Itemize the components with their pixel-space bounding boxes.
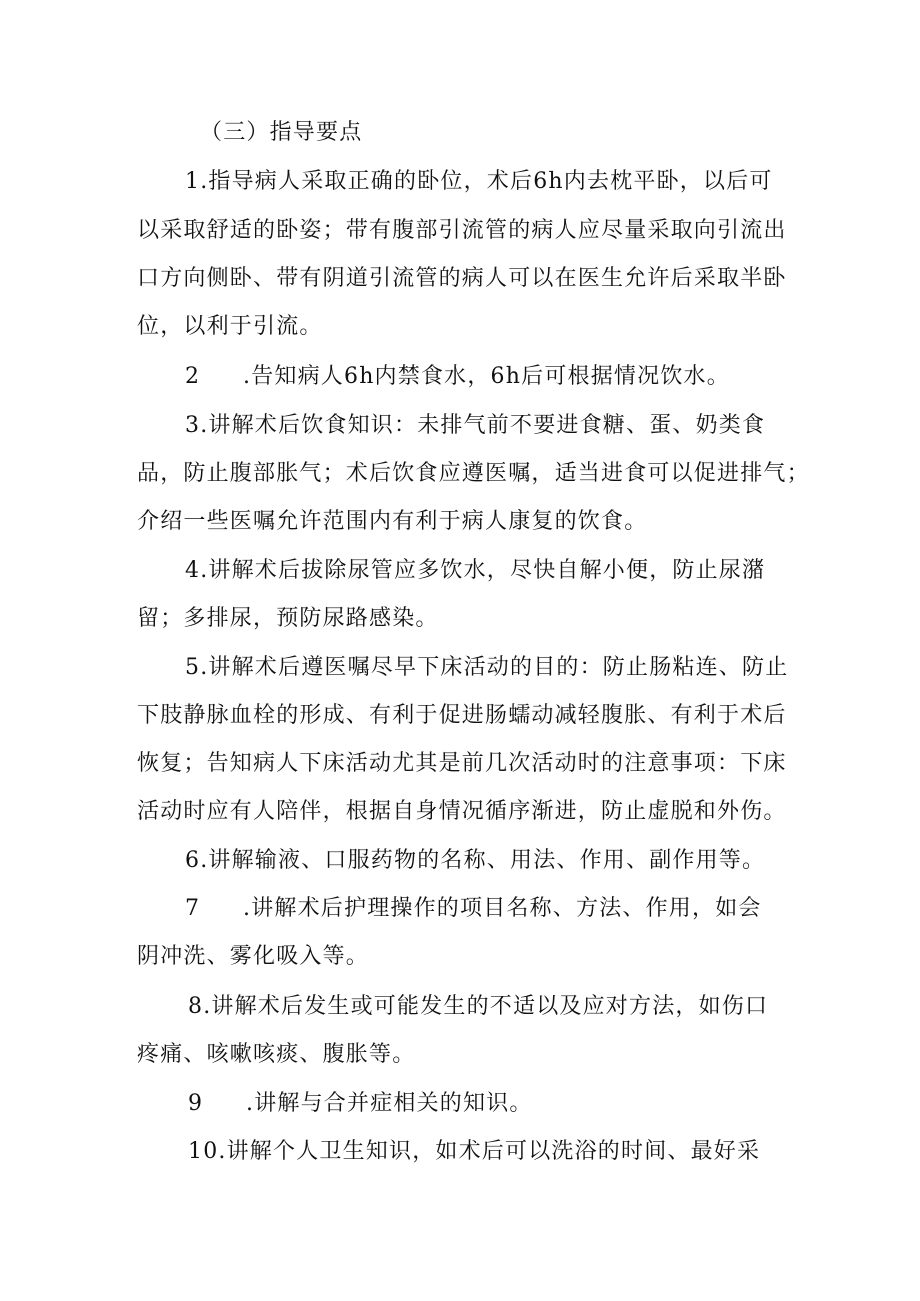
item-text: .讲解术后遵医嘱尽早下床活动的目的：防止肠粘连、防止 [200, 655, 789, 680]
item-number: 7 [185, 896, 201, 921]
item-number: 8 [188, 994, 204, 1019]
list-item-10-first-line [188, 1137, 760, 1167]
list-item-7-first-line [185, 894, 762, 924]
section-heading: （三）指导要点 [200, 120, 363, 145]
item-text: .指导病人采取正确的卧位，术后6h内去枕平卧，以后可 [200, 169, 773, 194]
list-item-2-first-line [185, 362, 730, 392]
list-item-4-first-line [185, 556, 765, 586]
item-text: .讲解术后拔除尿管应多饮水，尽快自解小便，防止尿潴 [200, 558, 766, 583]
item-number: 6 [185, 848, 201, 873]
list-item-4-line: 留；多排尿，预防尿路感染。 [137, 606, 439, 631]
item-number: 5 [185, 655, 201, 680]
list-item-3-line: 品，防止腹部胀气；术后饮食应遵医嘱，适当进食可以促进排气； [137, 461, 810, 486]
list-item-8-first-line [188, 992, 768, 1022]
item-text: .讲解术后饮食知识：未排气前不要进食糖、蛋、奶类食 [200, 413, 766, 438]
item-text: .讲解术后发生或可能发生的不适以及应对方法，如伤口 [203, 994, 769, 1019]
list-item-6-first-line [185, 846, 765, 876]
list-item-1-line: 口方向侧卧、带有阴道引流管的病人可以在医生允许后采取半卧 [137, 266, 787, 291]
item-number: 9 [188, 1091, 204, 1116]
item-text: .告知病人6h内禁食水，6h后可根据情况饮水。 [243, 364, 730, 389]
list-item-8-line: 疼痛、咳嗽咳痰、腹胀等。 [137, 1042, 416, 1067]
item-number: 2 [185, 364, 201, 389]
list-item-5-line: 活动时应有人陪伴，根据自身情况循序渐进，防止虚脱和外伤。 [137, 799, 787, 824]
item-number: 10 [188, 1139, 219, 1164]
item-text: .讲解与合并症相关的知识。 [246, 1091, 533, 1116]
item-text: .讲解术后护理操作的项目名称、方法、作用，如会 [243, 896, 762, 921]
list-item-1-line: 位，以利于引流。 [137, 314, 323, 339]
list-item-5-line: 恢复；告知病人下床活动尤其是前几次活动时的注意事项：下床 [137, 751, 787, 776]
list-item-9-first-line [188, 1089, 533, 1119]
item-number: 3 [185, 413, 201, 438]
item-number: 1 [185, 169, 201, 194]
list-item-7-line: 阴冲洗、雾化吸入等。 [137, 944, 370, 969]
item-number: 4 [185, 558, 201, 583]
list-item-3-first-line [185, 411, 765, 441]
list-item-5-first-line [185, 653, 788, 683]
item-text: .讲解个人卫生知识，如术后可以洗浴的时间、最好采 [218, 1139, 761, 1164]
list-item-1-line: 以采取舒适的卧姿；带有腹部引流管的病人应尽量采取向引流出 [137, 218, 787, 243]
list-item-5-line: 下肢静脉血栓的形成、有利于促进肠蠕动减轻腹胀、有利于术后 [137, 703, 787, 728]
list-item-1-first-line [185, 167, 773, 197]
item-text: .讲解输液、口服药物的名称、用法、作用、副作用等。 [200, 848, 766, 873]
list-item-3-line: 介绍一些医嘱允许范围内有利于病人康复的饮食。 [137, 509, 648, 534]
